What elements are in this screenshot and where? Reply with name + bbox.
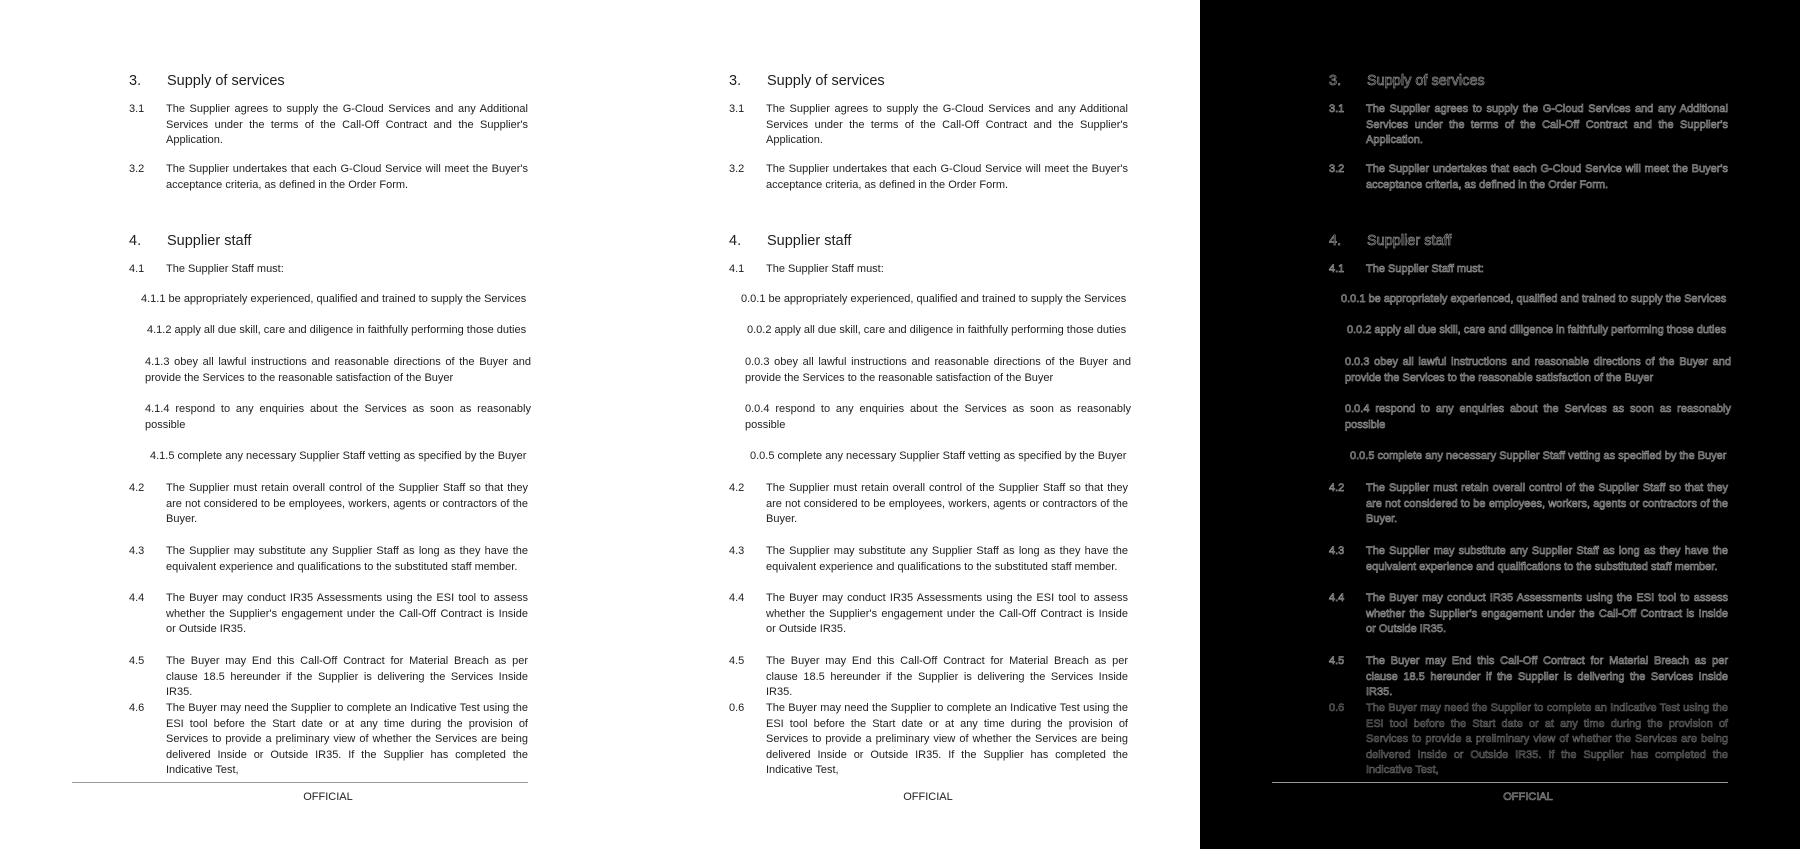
clause-number: 4.5: [729, 655, 745, 667]
subclause-0-0-4: 0.0.4 respond to any enquiries about the Services as soon as reasonably possible: [745, 403, 1131, 431]
clause-number: 4.4: [729, 592, 745, 604]
clause-number: 4.5: [129, 655, 145, 667]
clause-text: The Supplier must retain overall control of the Supplier Staff so that they are not considered to be employees, workers, agents or contractors of the Buyer.: [166, 482, 528, 526]
footer-divider: [72, 782, 528, 783]
section-4-number: 4.: [129, 233, 142, 249]
clause-number: 4.1: [129, 263, 145, 275]
clause-text: The Supplier may substitute any Supplier Staff as long as they have the equivalent experience and qualifications to the substituted staff member.: [166, 545, 528, 573]
clause-number: 4.4: [129, 592, 145, 604]
section-4-title: Supplier staff: [1367, 233, 1452, 249]
clause-text: The Supplier undertakes that each G-Cloud Service will meet the Buyer's acceptance criteria, as defined in the Order Form.: [1366, 163, 1728, 191]
subclause-4-1-3: 4.1.3 obey all lawful instructions and reasonable directions of the Buyer and provide the Services to the reasonable satisfaction of the Buyer: [145, 356, 531, 384]
clause-number: 4.1: [729, 263, 745, 275]
section-3-title: Supply of services: [767, 73, 885, 89]
clause-number: 0.6: [729, 702, 745, 714]
clause-text: The Supplier agrees to supply the G-Cloud Services and any Additional Services under the terms of the Call-Off Contract and the Supplier's Application.: [1366, 103, 1728, 147]
clause-number: 4.3: [729, 545, 745, 557]
clause-number: 4.3: [1329, 545, 1345, 557]
clause-text: The Supplier undertakes that each G-Cloud Service will meet the Buyer's acceptance criteria, as defined in the Order Form.: [766, 163, 1128, 191]
clause-number: 4.5: [1329, 655, 1345, 667]
clause-text: The Buyer may conduct IR35 Assessments using the ESI tool to assess whether the Supplier's engagement under the Call-Off Contract is Inside or Outside IR35.: [766, 592, 1128, 636]
clause-number: 4.3: [129, 545, 145, 557]
footer-divider: [1272, 782, 1728, 783]
subclause-0-0-2: 0.0.2 apply all due skill, care and diligence in faithfully performing those duties: [1347, 324, 1727, 336]
clause-number: 3.1: [1329, 103, 1345, 115]
subclause-4-1-4: 4.1.4 respond to any enquiries about the Services as soon as reasonably possible: [145, 403, 531, 431]
section-4-number: 4.: [1329, 233, 1342, 249]
footer-label: OFFICIAL: [903, 791, 953, 803]
clause-text: The Supplier Staff must:: [766, 263, 884, 275]
clause-number: 3.2: [1329, 163, 1345, 175]
footer-label: OFFICIAL: [1503, 791, 1553, 803]
clause-number: 3.1: [129, 103, 145, 115]
clause-text: The Supplier must retain overall control of the Supplier Staff so that they are not considered to be employees, workers, agents or contractors of the Buyer.: [766, 482, 1128, 526]
clause-text: The Supplier undertakes that each G-Cloud Service will meet the Buyer's acceptance criteria, as defined in the Order Form.: [166, 163, 528, 191]
section-4-title: Supplier staff: [767, 233, 852, 249]
subclause-0-0-3: 0.0.3 obey all lawful instructions and reasonable directions of the Buyer and provide the Services to the reasonable satisfaction of the Buyer: [745, 356, 1131, 384]
clause-text: The Buyer may need the Supplier to complete an Indicative Test using the ESI tool before the Start date or at any time during the provision of Services to provide a preliminary view of whether the Services are being delivered Inside or Outside IR35. If the Supplier has completed the Indicative Test,: [766, 702, 1128, 777]
clause-number: 0.6: [1329, 702, 1345, 714]
section-3-number: 3.: [1329, 73, 1342, 89]
subclause-4-1-2: 4.1.2 apply all due skill, care and diligence in faithfully performing those duties: [147, 324, 527, 336]
clause-number: 4.4: [1329, 592, 1345, 604]
section-3-number: 3.: [729, 73, 742, 89]
section-4-number: 4.: [729, 233, 742, 249]
clause-text: The Buyer may conduct IR35 Assessments using the ESI tool to assess whether the Supplier's engagement under the Call-Off Contract is Inside or Outside IR35.: [166, 592, 528, 636]
document-page-outline-render: [1200, 0, 1800, 849]
document-page-original: [0, 0, 600, 849]
section-3-title: Supply of services: [1367, 73, 1485, 89]
clause-text: The Buyer may End this Call-Off Contract for Material Breach as per clause 18.5 hereunder if the Supplier is delivering the Services Inside IR35.: [1366, 655, 1728, 699]
clause-text: The Supplier must retain overall control of the Supplier Staff so that they are not considered to be employees, workers, agents or contractors of the Buyer.: [1366, 482, 1728, 526]
subclause-0-0-5: 0.0.5 complete any necessary Supplier Staff vetting as specified by the Buyer: [750, 450, 1127, 462]
subclause-0-0-2: 0.0.2 apply all due skill, care and diligence in faithfully performing those duties: [747, 324, 1127, 336]
subclause-0-0-4: 0.0.4 respond to any enquiries about the Services as soon as reasonably possible: [1345, 403, 1731, 431]
clause-number: 4.1: [1329, 263, 1345, 275]
clause-number: 3.2: [729, 163, 745, 175]
subclause-0-0-1: 0.0.1 be appropriately experienced, qualified and trained to supply the Services: [741, 293, 1127, 305]
section-3-number: 3.: [129, 73, 142, 89]
clause-text: The Supplier Staff must:: [166, 263, 284, 275]
clause-text: The Supplier agrees to supply the G-Cloud Services and any Additional Services under the terms of the Call-Off Contract and the Supplier's Application.: [166, 103, 528, 147]
clause-text: The Supplier may substitute any Supplier Staff as long as they have the equivalent experience and qualifications to the substituted staff member.: [766, 545, 1128, 573]
clause-number: 4.2: [729, 482, 745, 494]
subclause-4-1-5: 4.1.5 complete any necessary Supplier Staff vetting as specified by the Buyer: [150, 450, 527, 462]
subclause-0-0-1: 0.0.1 be appropriately experienced, qualified and trained to supply the Services: [1341, 293, 1727, 305]
section-3-title: Supply of services: [167, 73, 285, 89]
document-page-renumbered: [600, 0, 1200, 849]
clause-number: 4.2: [1329, 482, 1345, 494]
subclause-0-0-3: 0.0.3 obey all lawful instructions and reasonable directions of the Buyer and provide the Services to the reasonable satisfaction of the Buyer: [1345, 356, 1731, 384]
clause-number: 3.2: [129, 163, 145, 175]
section-4-title: Supplier staff: [167, 233, 252, 249]
clause-text: The Buyer may need the Supplier to complete an Indicative Test using the ESI tool before the Start date or at any time during the provision of Services to provide a preliminary view of whether the Services are being delivered Inside or Outside IR35. If the Supplier has completed the Indicative Test,: [1366, 702, 1728, 777]
footer-label: OFFICIAL: [303, 791, 353, 803]
clause-number: 3.1: [729, 103, 745, 115]
subclause-0-0-5: 0.0.5 complete any necessary Supplier Staff vetting as specified by the Buyer: [1350, 450, 1727, 462]
clause-number: 4.2: [129, 482, 145, 494]
clause-text: The Buyer may conduct IR35 Assessments using the ESI tool to assess whether the Supplier's engagement under the Call-Off Contract is Inside or Outside IR35.: [1366, 592, 1728, 636]
clause-text: The Buyer may need the Supplier to complete an Indicative Test using the ESI tool before the Start date or at any time during the provision of Services to provide a preliminary view of whether the Services are being delivered Inside or Outside IR35. If the Supplier has completed the Indicative Test,: [166, 702, 528, 777]
clause-text: The Buyer may End this Call-Off Contract for Material Breach as per clause 18.5 hereunder if the Supplier is delivering the Services Inside IR35.: [166, 655, 528, 699]
clause-text: The Supplier may substitute any Supplier Staff as long as they have the equivalent experience and qualifications to the substituted staff member.: [1366, 545, 1728, 573]
clause-text: The Supplier agrees to supply the G-Cloud Services and any Additional Services under the terms of the Call-Off Contract and the Supplier's Application.: [766, 103, 1128, 147]
clause-text: The Buyer may End this Call-Off Contract for Material Breach as per clause 18.5 hereunder if the Supplier is delivering the Services Inside IR35.: [766, 655, 1128, 699]
subclause-4-1-1: 4.1.1 be appropriately experienced, qualified and trained to supply the Services: [141, 293, 527, 305]
clause-text: The Supplier Staff must:: [1366, 263, 1484, 275]
clause-number: 4.6: [129, 702, 145, 714]
